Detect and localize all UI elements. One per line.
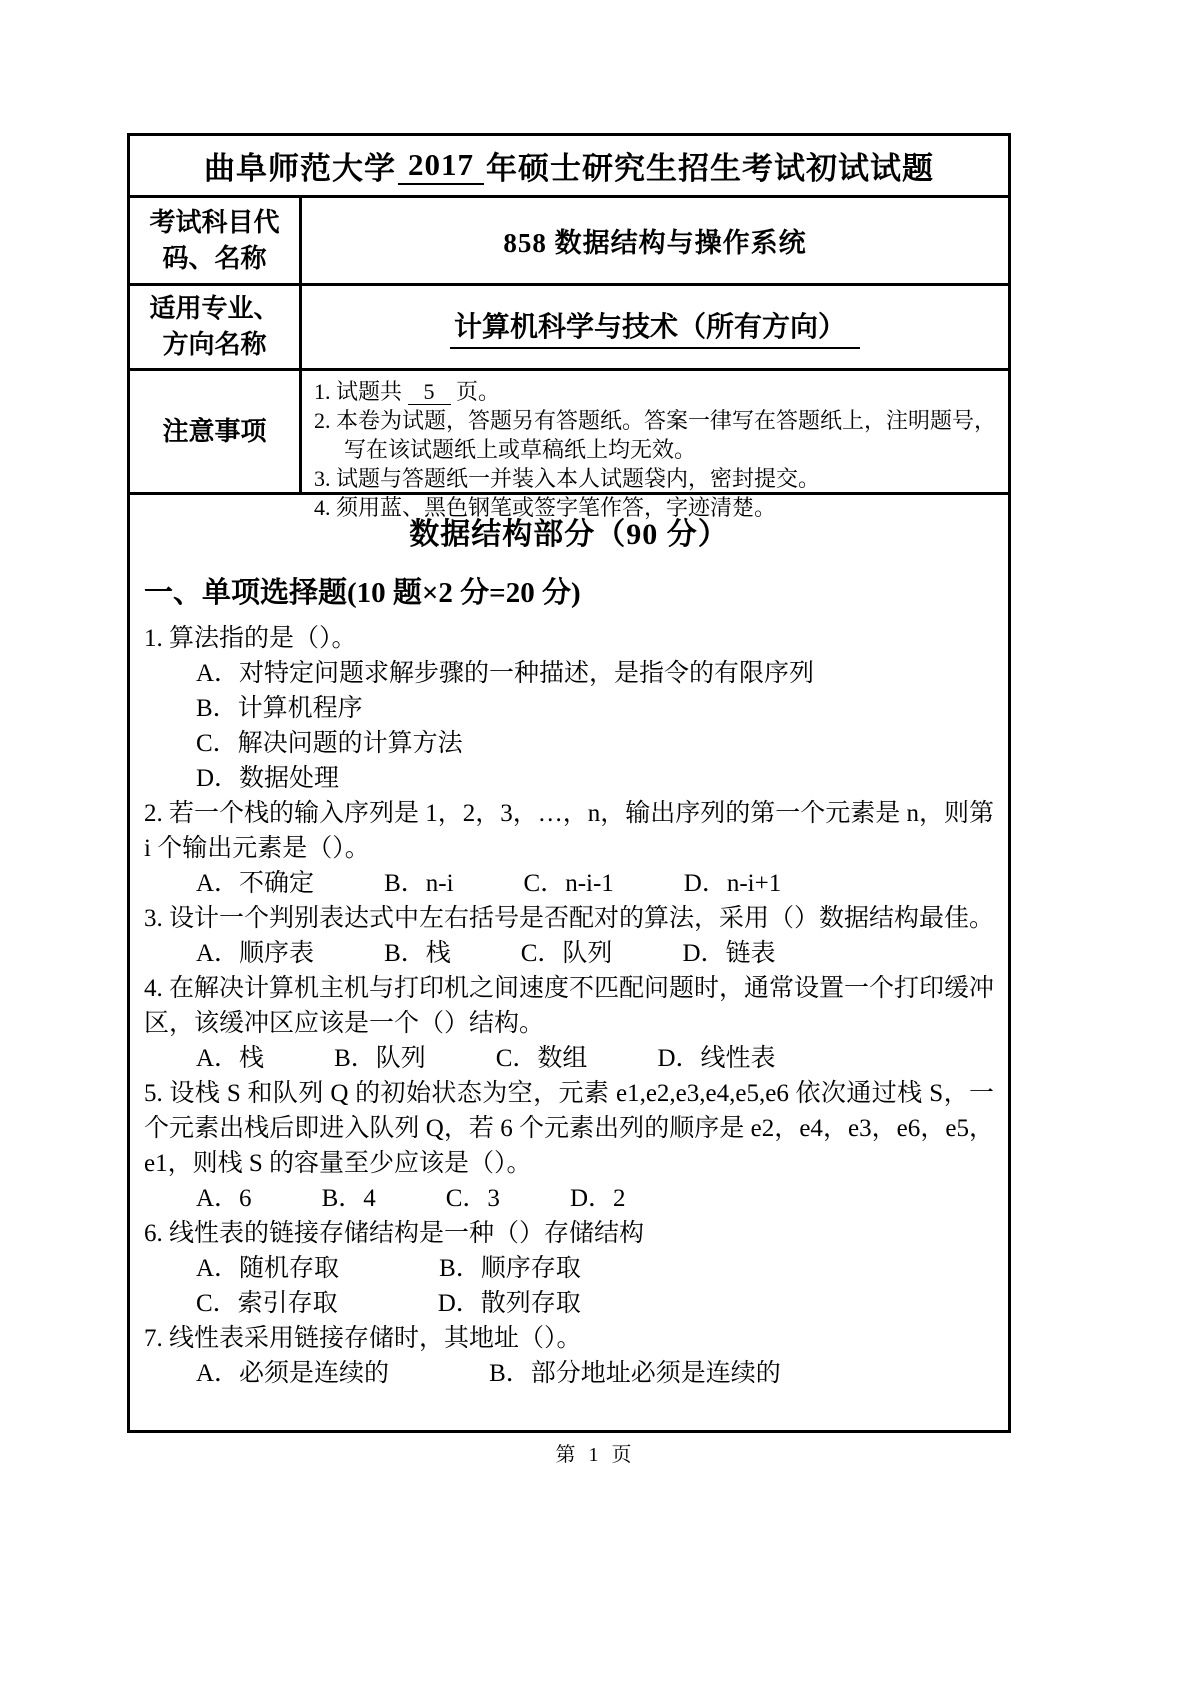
question-4-option-a: A．栈 (196, 1045, 265, 1072)
question-6-option-d: D．散列存取 (437, 1290, 581, 1317)
page-number: 第 1 页 (555, 1444, 636, 1466)
question-7-stem: 7. 线性表采用链接存储时，其地址（）。 (144, 1325, 582, 1352)
question-2 (144, 796, 994, 901)
question-2-stem: 2. 若一个栈的输入序列是 1，2，3，…，n，输出序列的第一个元素是 n，则第 i 个输出元素是（）。 (144, 800, 995, 862)
question-1-option-a: A．对特定问题求解步骤的一种描述，是指令的有限序列 (196, 660, 815, 687)
part1-heading: 一、单项选择题(10 题×2 分=20 分) (144, 577, 581, 609)
question-4-option-d: D．线性表 (657, 1045, 776, 1072)
major-value-text: 计算机科学与技术（所有方向） (450, 305, 860, 349)
question-2-option-c: C．n-i-1 (523, 870, 614, 897)
note-1-pages: 5 (408, 379, 451, 405)
question-3-option-c: C．队列 (520, 940, 613, 967)
question-4-option-c: C．数组 (495, 1045, 588, 1072)
major-label-line1: 适用专业、 (149, 294, 280, 323)
exam-title (130, 136, 1008, 198)
question-3-stem: 3. 设计一个判别表达式中左右括号是否配对的算法，采用（）数据结构最佳。 (144, 905, 995, 932)
question-2-option-d: D．n-i+1 (683, 870, 782, 897)
subject-label (130, 198, 302, 283)
question-7-options (144, 1356, 994, 1391)
subject-value: 858 数据结构与操作系统 (503, 228, 807, 258)
major-row (130, 286, 1008, 371)
question-6 (144, 1216, 994, 1321)
exam-body (130, 495, 1008, 1391)
notes-label: 注意事项 (130, 371, 302, 492)
section-title: 数据结构部分（90 分） (409, 518, 729, 551)
question-7-option-b: B．部分地址必须是连续的 (489, 1360, 781, 1387)
question-1 (144, 621, 994, 796)
note-3: 3. 试题与答题纸一并装入本人试题袋内，密封提交。 (314, 466, 821, 491)
major-value (302, 286, 1008, 368)
question-6-stem: 6. 线性表的链接存储结构是一种（）存储结构 (144, 1220, 645, 1247)
question-1-options (144, 656, 994, 796)
note-4: 4. 须用蓝、黑色钢笔或签字笔作答，字迹清楚。 (314, 495, 777, 520)
notes-list (302, 371, 1008, 520)
question-3-option-a: A．顺序表 (196, 940, 315, 967)
note-1 (314, 377, 996, 406)
question-7 (144, 1321, 994, 1391)
question-4-options (144, 1041, 994, 1076)
question-1-option-d: D．数据处理 (196, 765, 340, 792)
question-4-stem: 4. 在解决计算机主机与打印机之间速度不匹配问题时，通常设置一个打印缓冲区，该缓冲区应该是一个（）结构。 (144, 975, 995, 1037)
major-label (130, 286, 302, 368)
note-2: 2. 本卷为试题，答题另有答题纸。答案一律写在答题纸上，注明题号，写在该试题纸上或草稿纸上均无效。 (314, 408, 997, 462)
question-3-option-d: D．链表 (682, 940, 776, 967)
question-5 (144, 1076, 994, 1216)
question-3-options (144, 936, 994, 971)
question-1-option-b: B．计算机程序 (196, 695, 363, 722)
question-1-stem: 1. 算法指的是（）。 (144, 625, 357, 652)
question-5-option-b: B．4 (321, 1185, 376, 1212)
question-3-option-b: B．栈 (384, 940, 451, 967)
question-6-option-b: B．顺序存取 (439, 1255, 581, 1282)
subject-row (130, 198, 1008, 286)
question-4-option-b: B．队列 (334, 1045, 426, 1072)
exam-title-post: 年硕士研究生招生考试初试试题 (486, 151, 934, 186)
question-2-option-b: B．n-i (384, 870, 454, 897)
note-1-pre: 1. 试题共 (314, 379, 403, 404)
question-6-options-row1 (144, 1251, 994, 1286)
question-7-option-a: A．必须是连续的 (196, 1360, 390, 1387)
exam-frame (127, 133, 1011, 1433)
question-2-options (144, 866, 994, 901)
question-3 (144, 901, 994, 971)
question-5-option-a: A．6 (196, 1185, 252, 1212)
question-2-option-a: A．不确定 (196, 870, 315, 897)
subject-label-line1: 考试科目代 (149, 207, 280, 237)
question-1-option-c: C．解决问题的计算方法 (196, 730, 463, 757)
question-6-option-c: C．索引存取 (196, 1290, 338, 1317)
question-5-options (144, 1181, 994, 1216)
question-5-option-c: C．3 (445, 1185, 500, 1212)
question-6-option-a: A．随机存取 (196, 1255, 340, 1282)
note-1-post: 页。 (456, 379, 501, 404)
question-5-option-d: D．2 (569, 1185, 626, 1212)
question-6-options-row2 (144, 1286, 994, 1321)
subject-label-line2: 码、名称 (162, 243, 267, 273)
question-4 (144, 971, 994, 1076)
exam-title-pre: 曲阜师范大学 (204, 151, 396, 186)
notes-row (130, 371, 1008, 520)
exam-title-year: 2017 (398, 147, 484, 185)
question-5-stem: 5. 设栈 S 和队列 Q 的初始状态为空，元素 e1,e2,e3,e4,e5,e6 依次通过栈 S，一个元素出栈后即进入队列 Q，若 6 个元素出列的顺序是 e2，e4，e3，e6，e5，e1，则栈 S 的容量至少应该是（）。 (144, 1080, 994, 1177)
major-label-line2: 方向名称 (162, 330, 267, 359)
